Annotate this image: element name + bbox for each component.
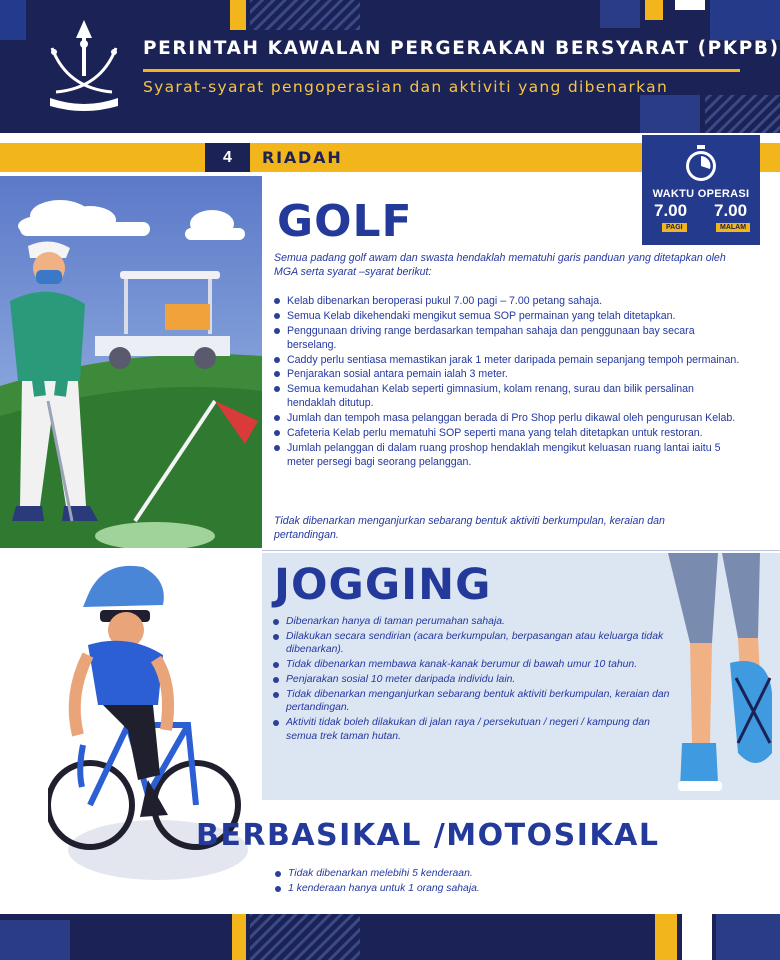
list-item: Dilakukan secara sendirian (acara berkumpulan, berpasangan atau keluarga tidak dibenarkan). [272,630,672,657]
golf-heading: GOLF [277,196,413,247]
list-item: Penjarakan sosial 10 meter daripada individu lain. [272,673,672,686]
list-item: Dibenarkan hanya di taman perumahan sahaja. [272,615,672,628]
header-subtitle: Syarat-syarat pengoperasian dan aktiviti yang dibenarkan [143,78,669,96]
golf-illustration [0,176,262,548]
list-item: Tidak dibenarkan membawa kanak-kanak berumur di bawah umur 10 tahun. [272,658,672,671]
list-item: Semua Kelab dikehendaki mengikut semua SOP permainan yang telah ditetapkan. [273,309,743,323]
section-label: RIADAH [262,148,343,167]
golf-footnote: Tidak dibenarkan menganjurkan sebarang bentuk aktiviti berkumpulan, keraian dan pertandingan. [274,515,665,541]
jogger-legs-illustration [660,553,780,800]
cycling-heading: BERBASIKAL /MOTOSIKAL [196,818,660,853]
list-item: Tidak dibenarkan menganjurkan sebarang bentuk aktiviti berkumpulan, keraian dan pertandingan. [272,688,672,715]
end-time: 7.00 [714,201,748,220]
list-item: Aktiviti tidak boleh dilakukan di jalan raya / persekutuan / negeri / kampung dan semua trek taman hutan. [272,716,672,743]
end-time-label: MALAM [716,223,750,232]
jogging-rules-list [272,615,672,745]
cycling-rules-list [274,867,574,896]
footer-banner [0,914,780,960]
header-title: PERINTAH KAWALAN PERGERAKAN BERSYARAT (PKPB) [143,38,780,59]
section-divider [262,550,780,551]
list-item: Penjarakan sosial antara pemain ialah 3 meter. [273,367,743,381]
list-item: Tidak dibenarkan melebihi 5 kenderaan. [274,867,574,882]
operating-hours-title: WAKTU OPERASI [652,188,750,200]
list-item: Jumlah pelanggan di dalam ruang proshop hendaklah mengikut keluasan ruang lantai iaitu 5 meter persegi bagi seorang pelanggan. [273,441,743,469]
jogging-heading: JOGGING [274,560,492,610]
header-underline [143,69,740,72]
section-number: 4 [205,143,250,172]
golf-rules-list [273,294,743,470]
list-item: Cafeteria Kelab perlu mematuhi SOP seperti mana yang telah ditetapkan untuk restoran. [273,426,743,440]
start-time-label: PAGI [662,223,687,232]
operating-hours-badge [642,135,760,245]
list-item: 1 kenderaan hanya untuk 1 orang sahaja. [274,882,574,897]
header-banner [0,0,780,133]
golf-intro: Semua padang golf awam dan swasta hendaklah mematuhi garis panduan yang ditetapkan oleh MGA serta syarat –syarat berikut: [274,252,726,278]
list-item: Semua kemudahan Kelab seperti gimnasium, kolam renang, surau dan bilik persalinan hendaklah ditutup. [273,382,743,410]
stopwatch-icon [684,145,718,183]
list-item: Jumlah dan tempoh masa pelanggan berada di Pro Shop perlu dikawal oleh pengurusan Kelab. [273,411,743,425]
list-item: Penggunaan driving range berdasarkan tempahan sahaja dan penggunaan bay secara berselang. [273,324,743,352]
list-item: Caddy perlu sentiasa memastikan jarak 1 meter daripada pemain sepanjang tempoh permainan. [273,353,743,367]
list-item: Kelab dibenarkan beroperasi pukul 7.00 pagi – 7.00 petang sahaja. [273,294,743,308]
footer-decoration [0,914,780,960]
start-time: 7.00 [654,201,688,220]
state-emblem-icon [42,18,126,114]
